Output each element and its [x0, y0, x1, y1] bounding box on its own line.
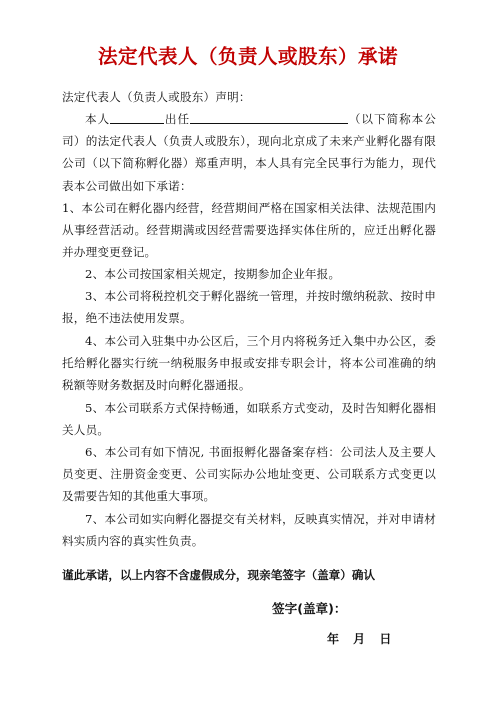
- item-7: 7、本公司如实向孵化器提交有关材料，反映真实情况，并对申请材料实质内容的真实性负责。: [62, 512, 436, 549]
- intro-text-1: 本人: [85, 112, 111, 126]
- item-4: 4、本公司入驻集中办公区后，三个月内将税务迁入集中办公区，委托给孵化器实行统一纳税服务申报或安排专职会计，将本公司准确的纳税额等财务数据及时向孵化器通报。: [62, 334, 436, 393]
- item-2: 2、本公司按国家相关规定，按期参加企业年报。: [85, 267, 341, 281]
- declaration-label: 法定代表人（负责人或股东）声明：: [62, 90, 251, 104]
- signature-label: 签字(盖章)：: [272, 601, 347, 616]
- closing-statement: 谨此承诺，以上内容不含虚假成分，现亲笔签字（盖章）确认: [62, 568, 376, 582]
- date-label: 年 月 日: [327, 632, 392, 646]
- item-5: 5、本公司联系方式保持畅通，如联系方式变动，及时告知孵化器相关人员。: [62, 401, 436, 438]
- name-blank-line: [110, 111, 164, 124]
- item-6: 6、本公司有如下情况, 书面报孵化器备案存档：公司法人及主要人员变更、注册资金变更、公司实际办公地址变更、公司联系方式变更以及需要告知的其他重大事项。: [62, 445, 436, 504]
- intro-paragraph: [62, 108, 436, 197]
- item-1: 1、本公司在孵化器内经营，经营期间严格在国家相关法律、法规范围内从事经营活动。经营期满或因经营需要选择实体住所的，应迁出孵化器并办理变更登记。: [62, 201, 436, 260]
- document-title: 法定代表人（负责人或股东）承诺: [97, 45, 398, 68]
- company-blank-line: [190, 111, 348, 124]
- intro-text-3: （以下简称本公司）的法定代表人（负责人或股东），现向北京成了未来产业孵化器有限公司（以下简称孵化器）郑重声明，本人具有完全民事行为能力，现代表本公司做出如下承诺：: [62, 112, 436, 193]
- intro-text-2: 出任: [164, 112, 191, 126]
- item-3: 3、本公司将税控机交于孵化器统一管理，并按时缴纳税款、按时申报，绝不违法使用发票。: [62, 289, 436, 326]
